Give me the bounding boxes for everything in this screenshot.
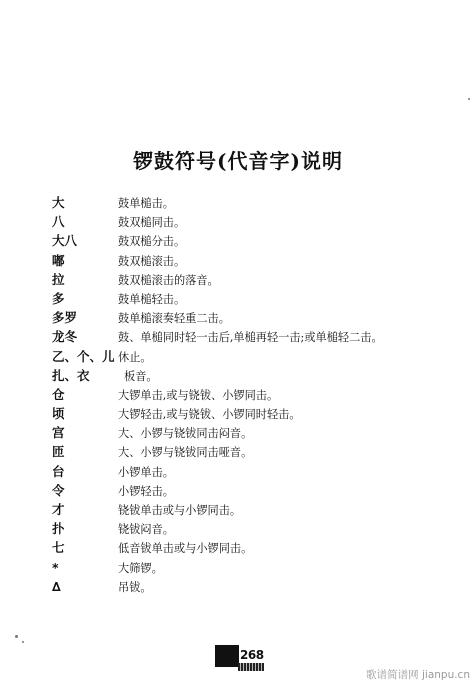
legend-row — [52, 308, 472, 327]
page-number: 268 — [240, 648, 264, 662]
legend-symbol: 仓 — [52, 386, 65, 402]
legend-description: 鼓、单槌同时轻一击后,单槌再轻一击;或单槌轻二击。 — [118, 331, 383, 345]
legend-symbol: ∆ — [52, 578, 61, 594]
legend-row — [52, 404, 472, 423]
legend-description: 低音钹单击或与小锣同击。 — [118, 542, 253, 556]
legend-description: 大筛锣。 — [118, 561, 163, 575]
legend-row — [52, 385, 472, 404]
legend-row — [52, 442, 472, 461]
legend-symbol: 拉 — [52, 271, 65, 287]
legend-row — [52, 423, 472, 442]
legend-row — [52, 577, 472, 596]
page-number-block — [215, 645, 239, 667]
legend-row — [52, 289, 472, 308]
legend-symbol: 嘟 — [52, 252, 65, 268]
legend-symbol: 乙、个、儿 — [52, 348, 115, 364]
legend-description: 鼓双槌分击。 — [118, 235, 186, 249]
legend-row — [52, 193, 472, 212]
legend-symbol: 龙冬 — [52, 329, 78, 345]
legend-row — [52, 500, 472, 519]
legend-symbol: 顷 — [52, 406, 65, 422]
legend-symbol: 扎、衣 — [52, 367, 90, 383]
scan-speck — [22, 641, 24, 643]
legend-row — [52, 462, 472, 481]
legend-row — [52, 270, 472, 289]
legend-description: 鼓双槌同击。 — [118, 216, 186, 230]
legend-symbol: 令 — [52, 482, 65, 498]
legend-description: 铙钹闷音。 — [118, 523, 174, 537]
page-title: 锣鼓符号(代音字)说明 — [133, 149, 343, 173]
legend-row — [52, 251, 472, 270]
scan-speck — [15, 635, 18, 638]
legend-symbol: 匝 — [52, 444, 65, 460]
legend-symbol: 大 — [52, 195, 65, 210]
legend-symbol: 台 — [52, 463, 65, 479]
legend-description: 铙钹单击或与小锣同击。 — [118, 504, 242, 517]
legend-description: 小锣单击。 — [118, 465, 174, 479]
legend-description: 大、小锣与铙钹同击闷音。 — [118, 427, 253, 441]
site-watermark: 歌谱简谱网 jianpu.cn — [366, 669, 470, 681]
scan-speck — [468, 98, 470, 100]
legend-row — [52, 481, 472, 500]
legend-symbol: 才 — [52, 502, 65, 517]
legend-symbol: 多 — [52, 290, 65, 306]
legend-row — [52, 519, 472, 538]
legend-symbol: 七 — [52, 540, 65, 556]
legend-description: 吊钹。 — [118, 580, 152, 594]
legend-row — [52, 327, 472, 346]
legend-description: 板音。 — [124, 369, 158, 383]
legend-description: 鼓单槌击。 — [118, 197, 174, 210]
legend-description: 大锣单击,或与铙钹、小锣同击。 — [118, 388, 279, 402]
legend-row — [52, 347, 472, 366]
legend-row — [52, 366, 472, 385]
legend-row — [52, 231, 472, 250]
legend-symbol: 大八 — [52, 233, 78, 249]
legend-symbol: * — [52, 559, 59, 575]
legend-symbol: 宫 — [52, 425, 65, 441]
legend-description: 鼓单槌轻击。 — [118, 292, 186, 306]
legend-symbol: 多罗 — [52, 310, 78, 326]
legend-symbol: 扑 — [52, 521, 65, 537]
legend-description: 大、小锣与铙钹同击哑音。 — [118, 446, 253, 460]
legend-description: 鼓双槌滚击的落音。 — [118, 273, 219, 287]
symbol-legend-list — [52, 193, 472, 596]
legend-row — [52, 538, 472, 557]
legend-description: 鼓单槌滚奏轻重二击。 — [118, 312, 230, 326]
legend-description: 休止。 — [118, 350, 152, 364]
legend-row — [52, 558, 472, 577]
legend-symbol: 八 — [52, 214, 65, 230]
legend-description: 小锣轻击。 — [118, 484, 174, 498]
legend-description: 鼓双槌滚击。 — [118, 254, 186, 268]
legend-row — [52, 212, 472, 231]
scan-artifact — [238, 663, 264, 671]
legend-description: 大锣轻击,或与铙钹、小锣同时轻击。 — [118, 408, 301, 422]
